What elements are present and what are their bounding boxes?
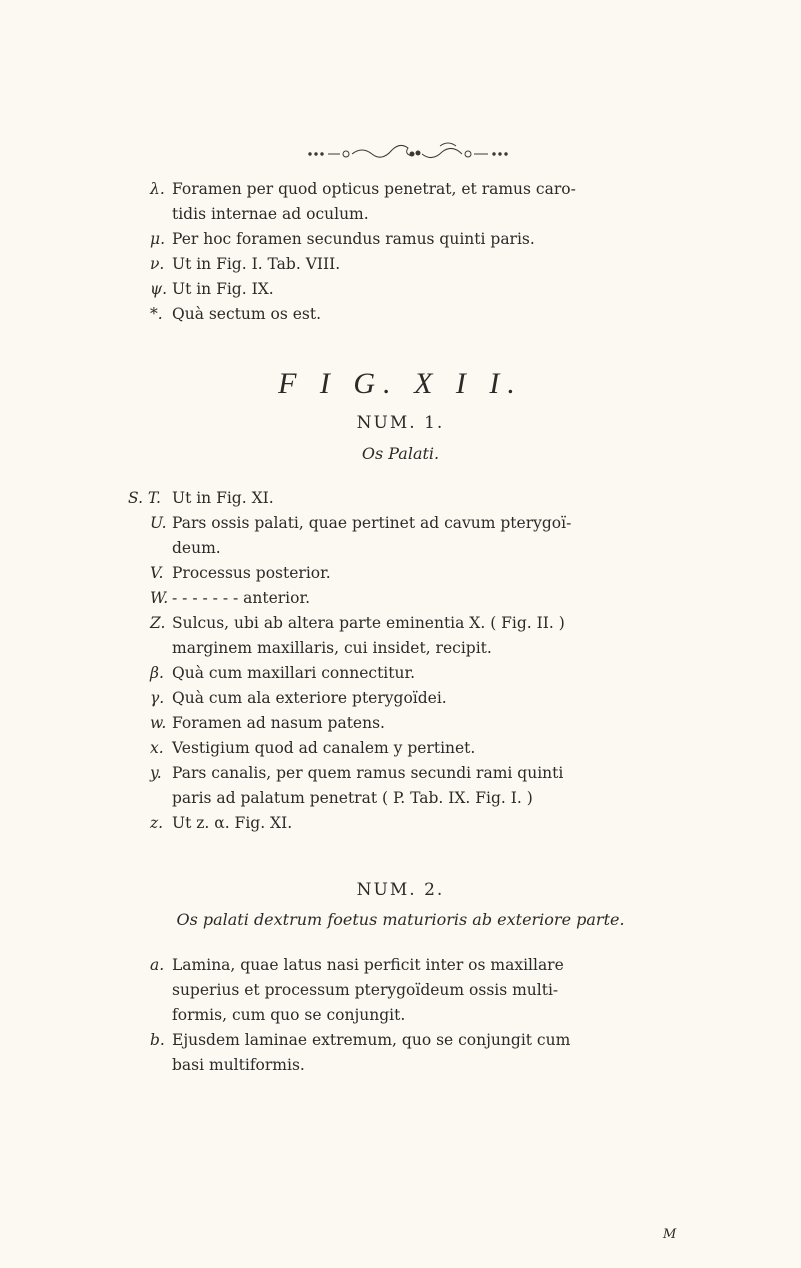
figure-title: F I G. X I I. <box>278 367 523 400</box>
entry-text: tidis internae ad oculum. <box>172 205 369 223</box>
entry-key: S. T. <box>128 489 161 507</box>
legend-entry <box>128 486 750 511</box>
entry-text: Pars canalis, per quem ramus secundi rami quinti <box>172 764 564 782</box>
entry-key: ψ. <box>150 280 168 298</box>
legend-entry <box>150 511 750 561</box>
entry-text: Pars ossis palati, quae pertinet ad cavum pterygoï- <box>172 514 572 532</box>
number-heading: NUM. 1. <box>356 413 445 433</box>
entry-key: γ. <box>150 689 165 707</box>
signature-mark: M <box>663 1227 677 1242</box>
entry-text: formis, cum quo se conjungit. <box>172 1006 406 1024</box>
legend-entry <box>150 611 750 661</box>
legend-entry <box>150 953 750 1028</box>
entry-text: paris ad palatum penetrat ( P. Tab. IX. Fig. I. ) <box>172 789 533 807</box>
entry-key: b. <box>150 1031 165 1049</box>
entry-key: y. <box>150 764 162 782</box>
entry-key: λ. <box>150 180 165 198</box>
entry-text: Per hoc foramen secundus ramus quinti paris. <box>172 230 535 248</box>
entry-key: W. <box>150 589 169 607</box>
number-heading: NUM. 2. <box>356 880 445 900</box>
entry-text: superius et processum pterygoïdeum ossis multi- <box>172 981 559 999</box>
entry-text: Quà sectum os est. <box>172 305 321 323</box>
entry-key: z. <box>150 814 164 832</box>
legend-entry <box>150 686 750 711</box>
entry-key: w. <box>150 714 167 732</box>
entry-key: ν. <box>150 255 165 273</box>
legend-entry <box>150 811 750 836</box>
entry-text: Ut in Fig. IX. <box>172 280 274 298</box>
entry-text: Ut in Fig. I. Tab. VIII. <box>172 255 341 273</box>
legend-entry <box>150 1028 750 1078</box>
legend-entry <box>150 177 750 227</box>
legend-entry <box>150 561 750 586</box>
decorative-ornament <box>300 140 530 162</box>
entry-key: β. <box>150 664 164 682</box>
entry-key: V. <box>150 564 164 582</box>
legend-entry <box>150 711 750 736</box>
legend-entry <box>150 227 750 252</box>
legend-entry <box>150 277 750 302</box>
entry-key: Z. <box>150 614 166 632</box>
entry-key: a. <box>150 956 165 974</box>
entry-text: marginem maxillaris, cui insidet, recipit. <box>172 639 492 657</box>
entry-text: Processus posterior. <box>172 564 331 582</box>
legend-entry <box>150 302 750 327</box>
entry-text: Foramen ad nasum patens. <box>172 714 385 732</box>
legend-entry <box>150 761 750 811</box>
entry-key: U. <box>150 514 167 532</box>
legend-entry <box>150 661 750 686</box>
entry-text: Lamina, quae latus nasi perficit inter os maxillare <box>172 956 564 974</box>
entry-text: Ut in Fig. XI. <box>172 489 274 507</box>
entry-key: x. <box>150 739 164 757</box>
entry-text: Ut z. α. Fig. XI. <box>172 814 293 832</box>
legend-entry <box>150 736 750 761</box>
entry-text: basi multiformis. <box>172 1056 305 1074</box>
entry-key: *. <box>150 305 163 323</box>
entry-text: Sulcus, ubi ab altera parte eminentia X. ( Fig. II. ) <box>172 614 565 632</box>
entry-text: Ejusdem laminae extremum, quo se conjungit cum <box>172 1031 571 1049</box>
section-subtitle: Os palati dextrum foetus maturioris ab exteriore parte. <box>176 910 625 929</box>
entry-text: deum. <box>172 539 221 557</box>
legend-entry <box>150 586 750 611</box>
entry-key: μ. <box>150 230 166 248</box>
entry-text: Vestigium quod ad canalem y pertinet. <box>172 739 476 757</box>
entry-text: Foramen per quod opticus penetrat, et ramus caro- <box>172 180 576 198</box>
entry-text: Quà cum maxillari connectitur. <box>172 664 416 682</box>
entry-text: - - - - - - - anterior. <box>172 589 311 607</box>
legend-entry <box>150 252 750 277</box>
entry-text: Quà cum ala exteriore pterygoïdei. <box>172 689 447 707</box>
section-subtitle: Os Palati. <box>361 444 440 463</box>
